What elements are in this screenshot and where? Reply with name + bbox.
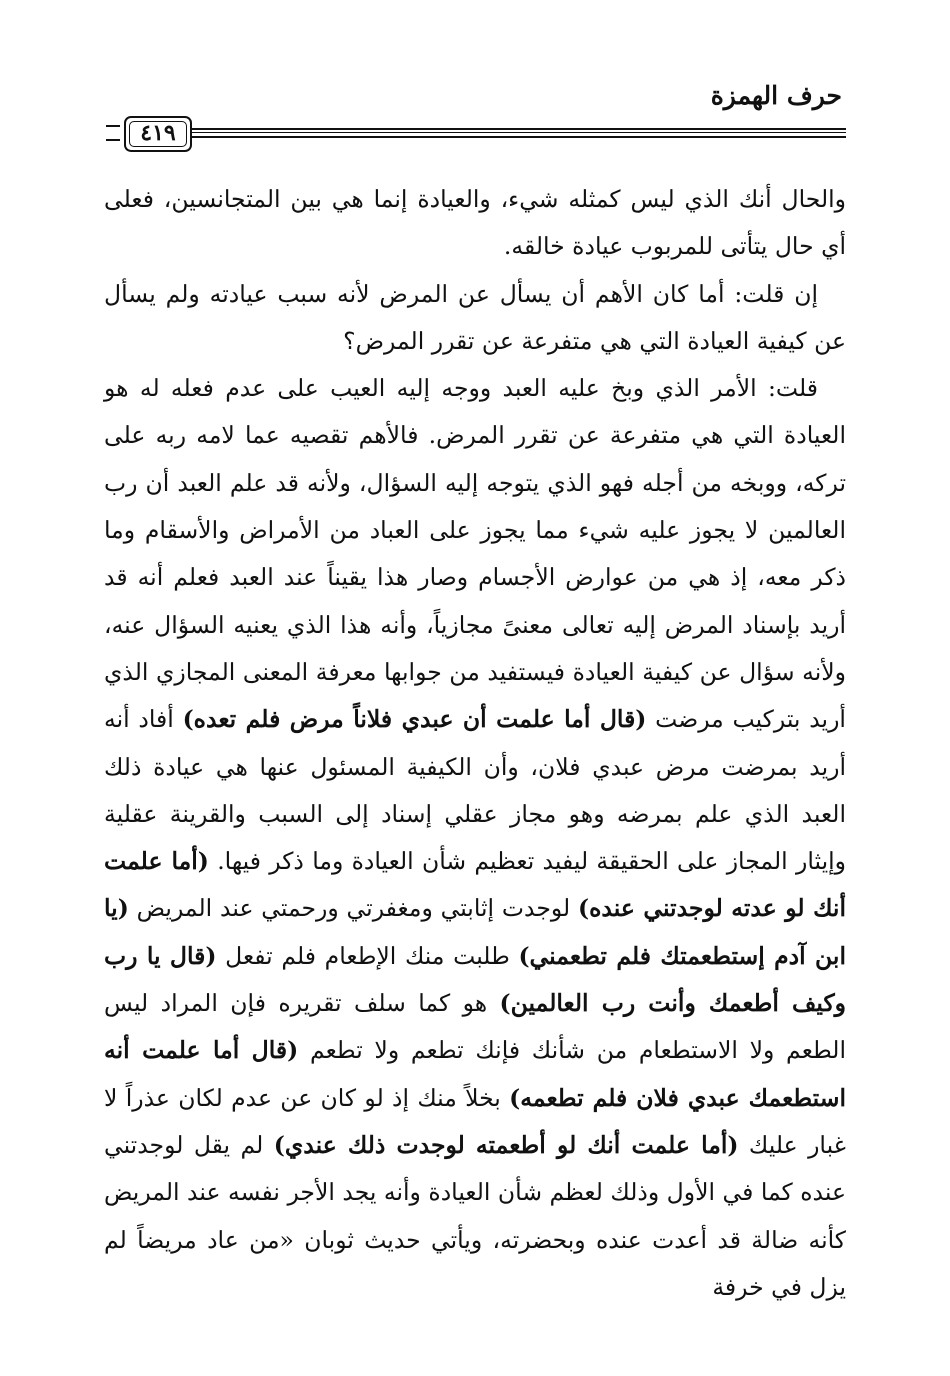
hadith-quote: (يا ابن آدم إستطعمتك فلم تطعمني) xyxy=(104,894,846,970)
hadith-quote: (أما علمت أنك لو أطعمته لوجدت ذلك عندي) xyxy=(273,1130,739,1159)
page-body xyxy=(104,176,846,1311)
page-number: ٤١٩ xyxy=(124,116,192,152)
hadith-quote: (قال أما علمت أنه استطعمك عبدي فلان فلم تطعمه) xyxy=(104,1036,846,1112)
text-run: هو كما سلف تقريره فإن المراد ليس الطعم ولا الاستطعام من شأنك فإنك تطعم ولا تطعم xyxy=(104,989,846,1065)
text-run: طلبت منك الإطعام فلم تفعل xyxy=(225,941,510,970)
text-run: لوجدت إثابتي ومغفرتي ورحمتي عند المريض xyxy=(136,894,571,923)
text-run: لم يقل لوجدتني عنده كما في الأول وذلك لعظم شأن العيادة وأنه يجد الأجر نفسه عند المريض كأنه ضالة قد أعدت عنده وبحضرته، ويأتي حديث ثوبان «من عاد مريضاً لم يزل في خرفة xyxy=(104,1130,846,1301)
rule-end-ornament xyxy=(106,125,120,141)
header-rule xyxy=(106,116,846,152)
hadith-quote: (قال أما علمت أن عبدي فلاناً مرض فلم تعده) xyxy=(182,705,647,734)
paragraph-1: والحال أنك الذي ليس كمثله شيء، والعيادة إنما هي بين المتجانسين، فعلى أي حال يتأتى للمربوب عيادة خالقه. xyxy=(104,185,846,261)
paragraph-3 xyxy=(104,365,846,1311)
hadith-quote: (أما علمت أنك لو عدته لوجدتني عنده) xyxy=(104,847,846,923)
double-rule-line xyxy=(192,128,846,138)
hadith-quote: (قال يا رب وكيف أطعمك وأنت رب العالمين) xyxy=(104,941,846,1018)
text-run: بخلاً منك إذ لو كان عن عدم لكان عذراً لا غبار عليك xyxy=(104,1083,846,1159)
text-run: قلت: الأمر الذي وبخ عليه العبد ووجه إليه العيب على عدم فعله له هو العيادة التي هي متفرعة عن تقرر المرض. فالأهم تقصيه عما لامه ربه على تركه، ووبخه من أجله فهو الذي يتوجه إليه السؤال، ولأنه قد علم العبد أن رب العالمين لا يجوز عليه شيء مما يجوز على العباد من الأمراض والأسقام وما ذكر معه، إذ هي من عوارض الأجسام وصار هذا يقيناً عند العبد فعلم أنه قد أريد بإسناد المرض إليه تعالى معنىً مجازياً، وأنه هذا الذي يعنيه السؤال عنه، ولأنه سؤال عن كيفية العيادة فيستفيد من جوابها معرفة المعنى المجازي الذي أريد بتركيب مرضت xyxy=(104,374,846,734)
running-header-title: حرف الهمزة xyxy=(710,81,842,110)
paragraph-2: إن قلت: أما كان الأهم أن يسأل عن المرض لأنه سبب عيادته ولم يسأل عن كيفية العيادة التي هي متفرعة عن تقرر المرض؟ xyxy=(104,279,846,355)
text-run: أفاد أنه أريد بمرضت مرض عبدي فلان، وأن الكيفية المسئول عنها هي عيادة ذلك العبد الذي علم بمرضه وهو مجاز عقلي إسناد إلى السبب والقرينة عقلية وإيثار المجاز على الحقيقة ليفيد تعظيم شأن العيادة وما ذكر فيها. xyxy=(104,705,846,876)
